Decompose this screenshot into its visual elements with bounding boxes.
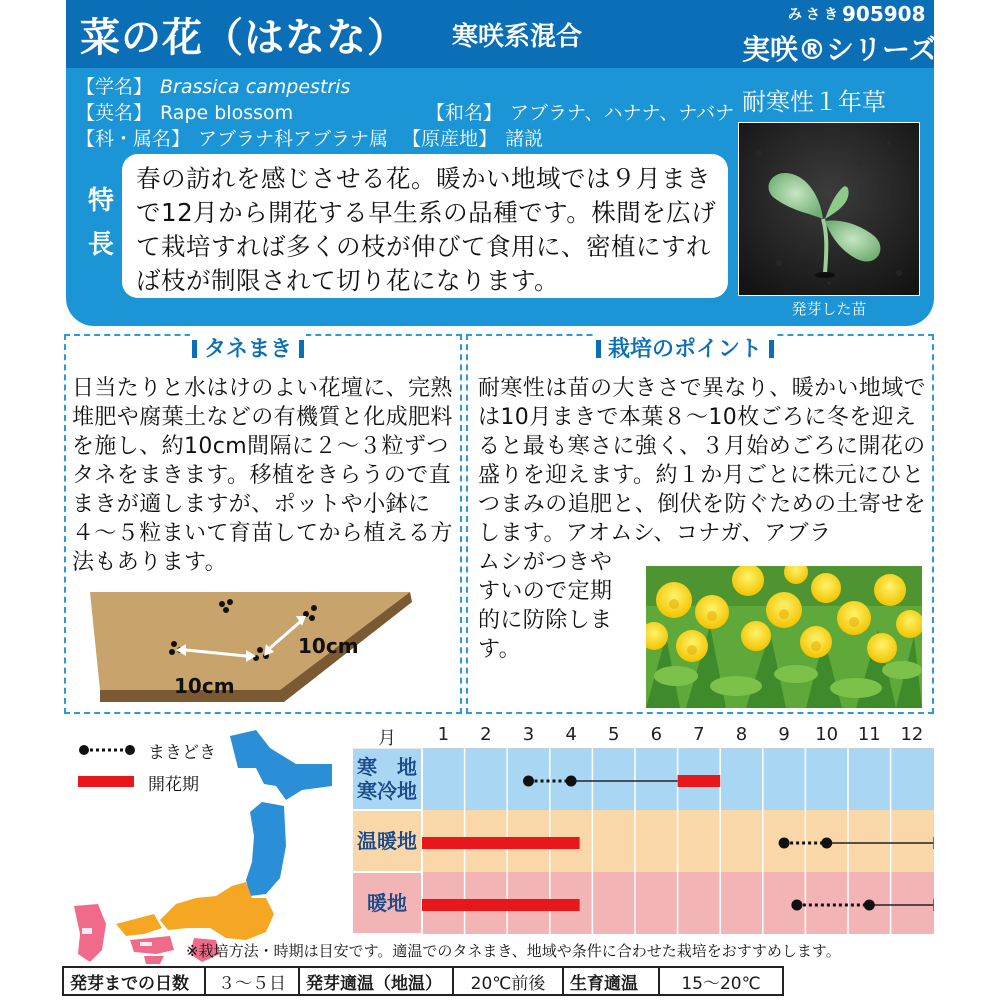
spec-germ-temp-value: 20℃前後 xyxy=(453,967,563,995)
rapeseed-flower-photo xyxy=(646,566,922,708)
meta-japanese-value: アブラナ、ハナナ、ナバナ xyxy=(510,102,735,124)
region-label-cold xyxy=(352,748,422,810)
spec-germ-days-value: ３〜５日 xyxy=(205,967,299,995)
spec-germ-days-key: 発芽までの日数 xyxy=(63,967,205,995)
meta-origin-key: 【原産地】 xyxy=(402,128,498,150)
series-code: 905908 xyxy=(842,2,926,26)
region-row-warm xyxy=(352,810,934,872)
month-label: 3 xyxy=(522,724,535,745)
product-title: 菜の花（はなな） xyxy=(80,15,408,61)
month-label: 4 xyxy=(565,724,577,745)
product-subtitle: 寒咲系混合 xyxy=(452,22,583,52)
meta-scientific xyxy=(76,72,350,99)
sowing-illustration xyxy=(90,586,440,706)
month-label: 5 xyxy=(607,724,620,745)
cultivation-point-text-wide: 耐寒性は苗の大きさで異なり、暖かい地域では10月まきで本葉８〜10枚ごろに冬を迎えると最も寒さに強く、３月始めごろに開花の盛りを迎えます。約１か月ごとに株元にひとつまみの追肥と、倒伏を防ぐための土寄せをします。アオムシ、コナガ、アブラ xyxy=(478,376,927,546)
region-label-cold-line1: 寒 地 xyxy=(357,755,417,779)
cultivation-point-section xyxy=(466,334,934,714)
month-header: 月 xyxy=(378,728,396,749)
cultivation-point-title: 栽培のポイント xyxy=(594,332,776,366)
legend-bloom xyxy=(76,770,276,794)
meta-origin-value: 諸説 xyxy=(505,128,544,150)
legend-sowing xyxy=(76,738,276,762)
legend-bloom-icon xyxy=(76,770,138,794)
month-label: 7 xyxy=(693,724,705,745)
feature-box xyxy=(122,154,728,298)
meta-japanese-key: 【和名】 xyxy=(426,102,503,124)
month-label: 10 xyxy=(815,724,839,745)
sowing-schedule xyxy=(352,722,934,938)
meta-japanese xyxy=(426,98,734,125)
legend-sowing-icon xyxy=(76,738,138,762)
meta-family-value: アブラナ科アブラナ属 xyxy=(198,128,389,150)
legend-bloom-label: 開花期 xyxy=(148,775,199,795)
spacing-label-row: 10cm xyxy=(174,674,235,698)
spec-table xyxy=(62,966,784,996)
footnote: ※栽培方法・時期は目安です。適温でのタネまき、地域や条件に合わせた栽培をおすすめします。 xyxy=(186,942,841,960)
meta-english xyxy=(76,98,293,125)
feature-tab xyxy=(76,162,126,292)
month-label: 12 xyxy=(900,724,924,745)
meta-family xyxy=(76,124,543,151)
seedling-caption: 発芽した苗 xyxy=(791,300,867,318)
header-card xyxy=(66,0,937,326)
feature-text: 春の訪れを感じさせる花。暖かい地域では９月まきで12月から開花する早生系の品種です。株間を広げて栽培すれば多くの枝が伸びて食用に、密植にすれば枝が制限されて切り花になります。 xyxy=(136,164,717,295)
seedling-photo xyxy=(738,122,920,296)
month-label: 6 xyxy=(650,724,663,745)
month-label: 8 xyxy=(735,724,748,745)
spec-row xyxy=(63,967,783,995)
legend-sowing-label: まきどき xyxy=(148,743,216,763)
region-label-cold-line2: 寒冷地 xyxy=(357,779,417,803)
sowing-text: 日当たりと水はけのよい花壇に、完熟堆肥や腐葉土などの有機質と化成肥料を施し、約10cm間隔に２〜３粒ずつタネをまきます。移植をきらうので直まきが適しますが、ポットや小鉢に４〜５粒まいて育苗してから植える方法もあります。 xyxy=(72,376,453,575)
region-label-hot: 暖地 xyxy=(367,891,407,915)
meta-family-key: 【科・属名】 xyxy=(76,128,191,150)
cultivation-point-text-narrow: ムシがつきやすいので定期的に防除します。 xyxy=(478,550,613,662)
schedule-legend xyxy=(76,734,276,794)
series-ruby: みさき xyxy=(788,7,842,23)
region-label-warm: 温暖地 xyxy=(357,829,417,853)
region-row-hot xyxy=(352,872,934,934)
month-label: 1 xyxy=(437,724,450,745)
region-row-cold xyxy=(352,748,934,810)
feature-tab-char-1: 特 xyxy=(87,186,114,216)
feature-tab-char-2: 長 xyxy=(87,230,114,260)
perennial-label: 耐寒性１年草 xyxy=(742,88,886,116)
meta-english-value: Rape blossom xyxy=(160,102,294,124)
sowing-title: タネまき xyxy=(190,332,306,366)
spec-grow-temp-key: 生育適温 xyxy=(563,967,659,995)
month-label: 11 xyxy=(857,724,881,745)
spacing-label-column: 10cm xyxy=(298,634,359,658)
month-label: 9 xyxy=(778,724,790,745)
spec-germ-temp-key: 発芽適温（地温） xyxy=(299,967,453,995)
meta-scientific-key: 【学名】 xyxy=(76,76,153,98)
meta-scientific-value: Brassica campestris xyxy=(160,76,351,98)
spec-grow-temp-value: 15〜20℃ xyxy=(659,967,783,995)
month-row xyxy=(352,722,934,748)
month-label: 2 xyxy=(480,724,492,745)
title-band xyxy=(66,0,937,68)
series-name: 実咲®シリーズ xyxy=(742,33,937,66)
meta-english-key: 【英名】 xyxy=(76,102,153,124)
sowing-section xyxy=(64,334,462,714)
